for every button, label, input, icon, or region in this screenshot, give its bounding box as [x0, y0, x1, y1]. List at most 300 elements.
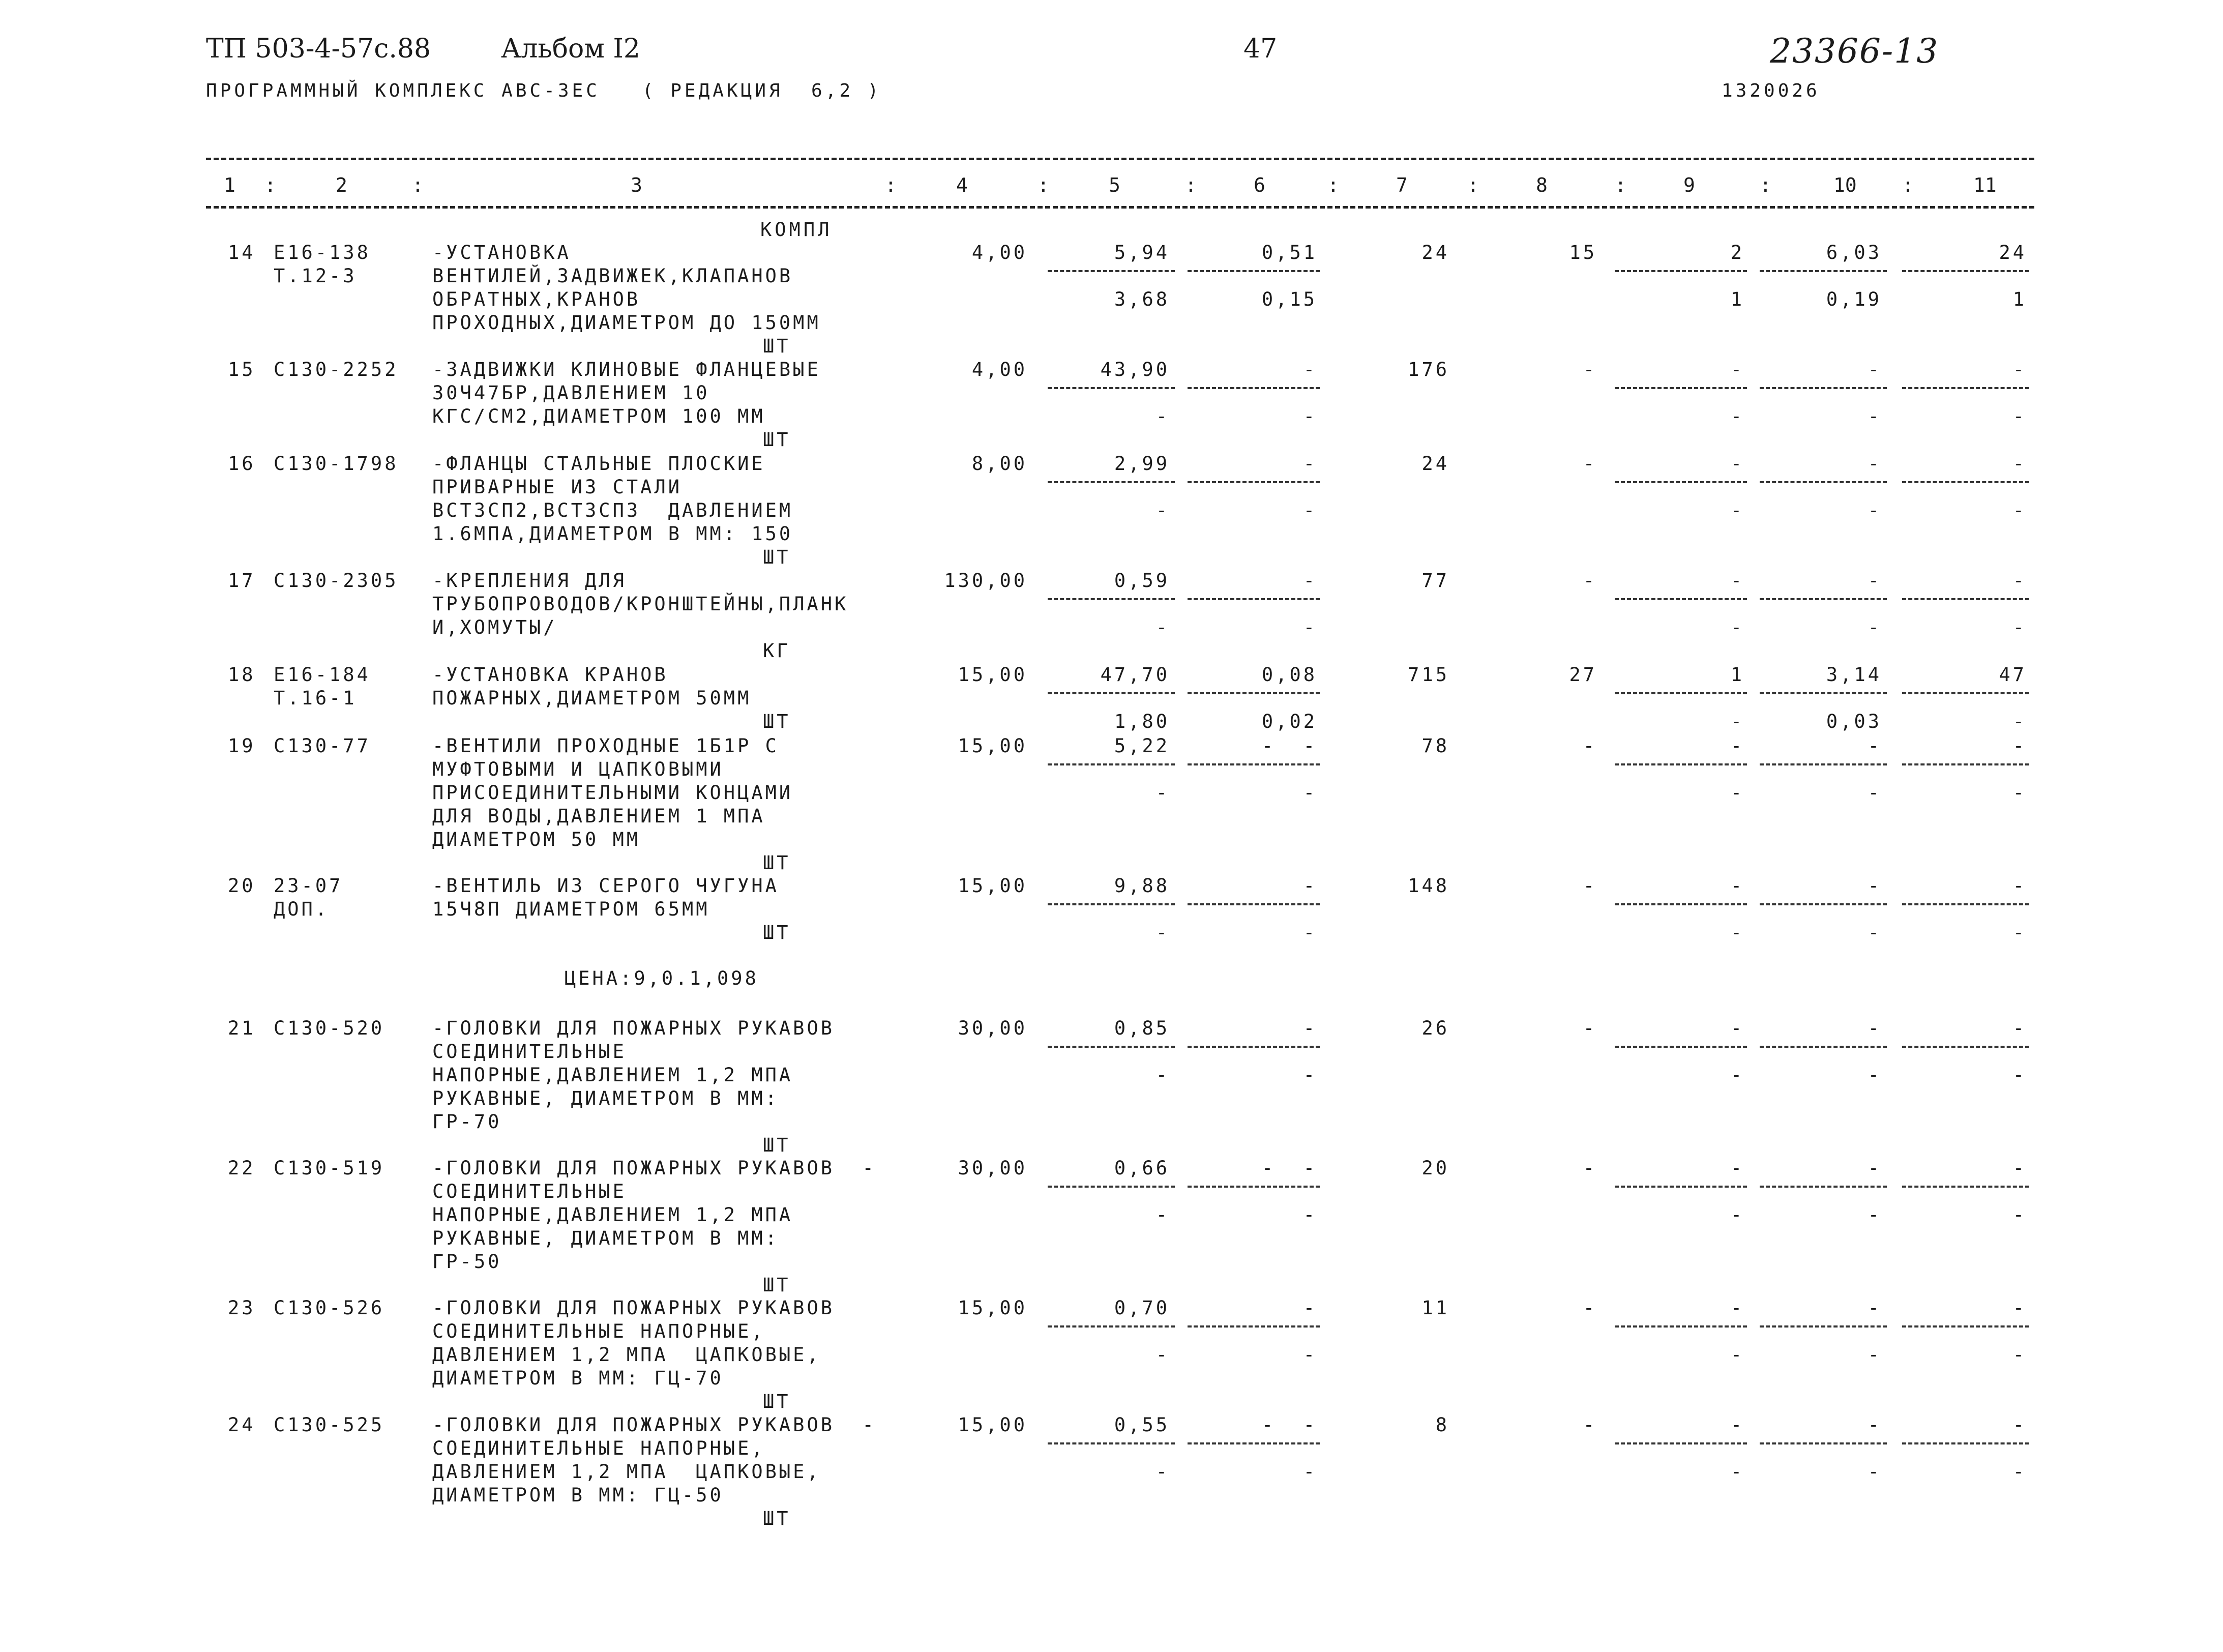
item-description: -ГОЛОВКИ ДЛЯ ПОЖАРНЫХ РУКАВОВ	[432, 1017, 835, 1039]
column-11-value: -	[2012, 1414, 2027, 1436]
column-separator: :	[1760, 174, 1771, 196]
total-wage: -	[1583, 570, 1597, 592]
total-wage: -	[1583, 1017, 1597, 1039]
column-9-secondary: -	[1730, 499, 1744, 521]
col9-divider	[1615, 903, 1747, 905]
column-11-value: 24	[1999, 242, 2027, 263]
wage-cost-secondary: -	[1303, 922, 1317, 943]
col9-divider	[1615, 763, 1747, 765]
item-description: ПРОХОДНЫХ,ДИАМЕТРОМ ДО 150ММ	[432, 312, 821, 334]
unit-cost: 5,94	[1114, 242, 1170, 263]
wage-cost: - -	[1261, 1157, 1317, 1179]
row-number: 15	[228, 359, 256, 380]
column-10-value: -	[1868, 1017, 1882, 1039]
column-9-secondary: -	[1730, 1461, 1744, 1483]
column-11-secondary: -	[2012, 1461, 2027, 1483]
col9-divider	[1615, 692, 1747, 694]
col11-divider	[1902, 763, 2029, 765]
item-description: ТРУБОПРОВОДОВ/КРОНШТЕЙНЫ,ПЛАНК	[432, 593, 849, 615]
column-header-5: 5	[1109, 174, 1120, 196]
column-10-value: 6,03	[1826, 242, 1882, 263]
row-number: 14	[228, 242, 256, 263]
item-description: ГР-70	[432, 1111, 502, 1133]
wage-cost-secondary: -	[1303, 1461, 1317, 1483]
column-9-secondary: -	[1730, 616, 1744, 638]
item-description: -ВЕНТИЛЬ ИЗ СЕРОГО ЧУГУНА	[432, 875, 779, 897]
unit-cost-secondary: -	[1155, 1344, 1170, 1366]
row-number: 16	[228, 453, 256, 475]
unit-cost-secondary: -	[1155, 405, 1170, 427]
column-11-value: -	[2012, 359, 2027, 380]
column-11-value: 47	[1999, 664, 2027, 686]
unit-cost-secondary: -	[1155, 922, 1170, 943]
cost-divider	[1048, 270, 1175, 272]
total-cost: 26	[1421, 1017, 1449, 1039]
wage-divider	[1188, 1046, 1320, 1048]
column-11-secondary: -	[2012, 499, 2027, 521]
column-11-value: -	[2012, 1017, 2027, 1039]
norm-code: С130-1798	[274, 453, 399, 475]
norm-code: С130-2252	[274, 359, 399, 380]
quantity: 15,00	[958, 1297, 1027, 1319]
item-description: ОБРАТНЫХ,КРАНОВ	[432, 288, 641, 310]
total-wage: 15	[1569, 242, 1597, 263]
header-top-rule	[206, 158, 2034, 160]
column-10-value: -	[1868, 453, 1882, 475]
unit-cost: 43,90	[1100, 359, 1170, 380]
col11-divider	[1902, 1325, 2029, 1328]
column-11-value: -	[2012, 875, 2027, 897]
unit-label: ШТ	[763, 922, 791, 943]
top-unit-label: КОМПЛ	[760, 219, 833, 241]
unit-label: ШТ	[763, 711, 791, 732]
unit-label: ШТ	[763, 335, 791, 357]
column-header-1: 1	[224, 174, 235, 196]
column-11-secondary: -	[2012, 1344, 2027, 1366]
norm-code: Е16-184	[274, 664, 371, 686]
wage-cost-secondary: -	[1303, 1204, 1317, 1226]
unit-cost: 9,88	[1114, 875, 1170, 897]
total-wage: -	[1583, 359, 1597, 380]
item-description: ВСТЗСП2,ВСТЗСП3 ДАВЛЕНИЕМ	[432, 499, 793, 521]
column-9-value: -	[1730, 735, 1744, 757]
cost-divider	[1048, 692, 1175, 694]
column-9-value: -	[1730, 1017, 1744, 1039]
norm-code: С130-520	[274, 1017, 385, 1039]
norm-code: 23-07	[274, 875, 343, 897]
col9-divider	[1615, 1046, 1747, 1048]
item-description: ДАВЛЕНИЕМ 1,2 МПА ЦАПКОВЫЕ,	[432, 1344, 821, 1366]
column-separator: :	[412, 174, 424, 196]
wage-cost: -	[1303, 1017, 1317, 1039]
wage-cost: -	[1303, 570, 1317, 592]
col11-divider	[1902, 903, 2029, 905]
column-9-secondary: -	[1730, 1064, 1744, 1086]
col11-divider	[1902, 1186, 2029, 1188]
item-description: ДИАМЕТРОМ В ММ: ГЦ-50	[432, 1484, 724, 1506]
column-10-secondary: -	[1868, 1344, 1882, 1366]
header-bottom-rule	[206, 206, 2034, 209]
unit-cost-secondary: -	[1155, 1064, 1170, 1086]
col11-divider	[1902, 387, 2029, 389]
wage-cost: -	[1303, 875, 1317, 897]
column-10-secondary: -	[1868, 1204, 1882, 1226]
item-description: ПРИСОЕДИНИТЕЛЬНЫМИ КОНЦАМИ	[432, 782, 793, 804]
col10-divider	[1760, 903, 1887, 905]
item-description: ПОЖАРНЫХ,ДИАМЕТРОМ 50ММ	[432, 687, 752, 709]
column-10-value: -	[1868, 359, 1882, 380]
quantity: 30,00	[958, 1157, 1027, 1179]
column-11-secondary: -	[2012, 616, 2027, 638]
cost-divider	[1048, 387, 1175, 389]
item-description: -ГОЛОВКИ ДЛЯ ПОЖАРНЫХ РУКАВОВ	[432, 1297, 835, 1319]
col11-divider	[1902, 481, 2029, 483]
item-description: ВЕНТИЛЕЙ,ЗАДВИЖЕК,КЛАПАНОВ	[432, 265, 793, 287]
unit-cost-secondary: -	[1155, 616, 1170, 638]
column-9-value: -	[1730, 359, 1744, 380]
item-description: СОЕДИНИТЕЛЬНЫЕ НАПОРНЫЕ,	[432, 1437, 765, 1459]
quantity: 15,00	[958, 1414, 1027, 1436]
total-wage: -	[1583, 453, 1597, 475]
item-description: И,ХОМУТЫ/	[432, 616, 557, 638]
col9-divider	[1615, 598, 1747, 600]
column-separator: :	[1467, 174, 1479, 196]
norm-code: Е16-138	[274, 242, 371, 263]
norm-code: С130-525	[274, 1414, 385, 1436]
total-wage: -	[1583, 1297, 1597, 1319]
total-cost: 24	[1421, 453, 1449, 475]
column-10-secondary: -	[1868, 1064, 1882, 1086]
wage-cost-secondary: -	[1303, 499, 1317, 521]
unit-cost-secondary: -	[1155, 1204, 1170, 1226]
column-11-value: -	[2012, 570, 2027, 592]
unit-cost: 0,66	[1114, 1157, 1170, 1179]
item-description: ДИАМЕТРОМ В ММ: ГЦ-70	[432, 1367, 724, 1389]
unit-cost: 2,99	[1114, 453, 1170, 475]
column-9-secondary: -	[1730, 782, 1744, 804]
wage-divider	[1188, 481, 1320, 483]
wage-divider	[1188, 903, 1320, 905]
column-9-secondary: -	[1730, 1204, 1744, 1226]
unit-label: ШТ	[763, 546, 791, 568]
col11-divider	[1902, 1442, 2029, 1444]
wage-divider	[1188, 1325, 1320, 1328]
wage-cost: -	[1303, 359, 1317, 380]
column-10-value: -	[1868, 1157, 1882, 1179]
item-description: -ГОЛОВКИ ДЛЯ ПОЖАРНЫХ РУКАВОВ -	[432, 1157, 876, 1179]
column-10-secondary: -	[1868, 499, 1882, 521]
item-description: -ВЕНТИЛИ ПРОХОДНЫЕ 1Б1Р С	[432, 735, 779, 757]
col11-divider	[1902, 692, 2029, 694]
norm-code: С130-2305	[274, 570, 399, 592]
item-description: -ГОЛОВКИ ДЛЯ ПОЖАРНЫХ РУКАВОВ -	[432, 1414, 876, 1436]
unit-cost-secondary: 3,68	[1114, 288, 1170, 310]
column-separator: :	[1327, 174, 1339, 196]
wage-cost: 0,08	[1261, 664, 1317, 686]
column-separator: :	[1038, 174, 1049, 196]
column-11-secondary: -	[2012, 1204, 2027, 1226]
wage-divider	[1188, 387, 1320, 389]
item-description: СОЕДИНИТЕЛЬНЫЕ	[432, 1181, 627, 1202]
wage-cost: 0,51	[1261, 242, 1317, 263]
wage-cost-secondary: -	[1303, 616, 1317, 638]
column-header-11: 11	[1973, 174, 1997, 196]
col9-divider	[1615, 481, 1747, 483]
column-header-3: 3	[631, 174, 642, 196]
total-cost: 148	[1408, 875, 1449, 897]
col9-divider	[1615, 387, 1747, 389]
column-10-value: -	[1868, 1297, 1882, 1319]
column-11-secondary: -	[2012, 922, 2027, 943]
col10-divider	[1760, 763, 1887, 765]
wage-divider	[1188, 270, 1320, 272]
total-wage: -	[1583, 1157, 1597, 1179]
total-cost: 24	[1421, 242, 1449, 263]
column-9-secondary: -	[1730, 405, 1744, 427]
unit-cost: 0,70	[1114, 1297, 1170, 1319]
page-number: 47	[1243, 34, 1278, 64]
item-description: СОЕДИНИТЕЛЬНЫЕ НАПОРНЫЕ,	[432, 1320, 765, 1342]
quantity: 15,00	[958, 664, 1027, 686]
norm-code: ДОП.	[274, 898, 330, 920]
project-number: ТП 503-4-57с.88	[206, 34, 431, 64]
total-wage: -	[1583, 735, 1597, 757]
col10-divider	[1760, 270, 1887, 272]
item-description: 30Ч47БР,ДАВЛЕНИЕМ 10	[432, 382, 710, 404]
item-description: НАПОРНЫЕ,ДАВЛЕНИЕМ 1,2 МПА	[432, 1064, 793, 1086]
column-11-secondary: -	[2012, 782, 2027, 804]
item-description: -УСТАНОВКА	[432, 242, 571, 263]
column-11-value: -	[2012, 1157, 2027, 1179]
quantity: 8,00	[971, 453, 1027, 475]
column-9-value: 1	[1730, 664, 1744, 686]
quantity: 4,00	[971, 242, 1027, 263]
item-description: 1.6МПА,ДИАМЕТРОМ В ММ: 150	[432, 523, 793, 545]
item-description: РУКАВНЫЕ, ДИАМЕТРОМ В ММ:	[432, 1227, 779, 1249]
unit-label: ШТ	[763, 1274, 791, 1296]
column-11-value: -	[2012, 735, 2027, 757]
unit-cost-secondary: -	[1155, 782, 1170, 804]
norm-code: С130-526	[274, 1297, 385, 1319]
unit-cost: 47,70	[1100, 664, 1170, 686]
item-description: СОЕДИНИТЕЛЬНЫЕ	[432, 1041, 627, 1063]
unit-cost: 5,22	[1114, 735, 1170, 757]
cost-divider	[1048, 903, 1175, 905]
column-10-value: -	[1868, 1414, 1882, 1436]
row-number: 17	[228, 570, 256, 592]
norm-code: С130-77	[274, 735, 371, 757]
wage-cost-secondary: -	[1303, 1344, 1317, 1366]
col9-divider	[1615, 1442, 1747, 1444]
quantity: 4,00	[971, 359, 1027, 380]
item-description: 15Ч8П ДИАМЕТРОМ 65ММ	[432, 898, 710, 920]
col10-divider	[1760, 481, 1887, 483]
total-cost: 78	[1421, 735, 1449, 757]
quantity: 15,00	[958, 875, 1027, 897]
col9-divider	[1615, 1325, 1747, 1328]
unit-cost-secondary: -	[1155, 499, 1170, 521]
column-header-7: 7	[1396, 174, 1408, 196]
wage-cost-secondary: 0,15	[1261, 288, 1317, 310]
row-number: 21	[228, 1017, 256, 1039]
wage-divider	[1188, 1186, 1320, 1188]
unit-label: ШТ	[763, 1391, 791, 1412]
wage-divider	[1188, 763, 1320, 765]
column-10-value: -	[1868, 875, 1882, 897]
total-cost: 77	[1421, 570, 1449, 592]
column-9-value: -	[1730, 875, 1744, 897]
wage-divider	[1188, 598, 1320, 600]
column-header-4: 4	[956, 174, 968, 196]
quantity: 30,00	[958, 1017, 1027, 1039]
row-number: 24	[228, 1414, 256, 1436]
item-description: ГР-50	[432, 1251, 502, 1273]
wage-cost: -	[1303, 453, 1317, 475]
total-cost: 715	[1408, 664, 1449, 686]
col11-divider	[1902, 1046, 2029, 1048]
item-description: -ЗАДВИЖКИ КЛИНОВЫЕ ФЛАНЦЕВЫЕ	[432, 359, 821, 380]
column-10-value: -	[1868, 735, 1882, 757]
column-9-secondary: 1	[1730, 288, 1744, 310]
total-cost: 176	[1408, 359, 1449, 380]
column-9-secondary: -	[1730, 711, 1744, 732]
cost-divider	[1048, 1325, 1175, 1328]
column-9-secondary: -	[1730, 1344, 1744, 1366]
column-separator: :	[1185, 174, 1197, 196]
cost-divider	[1048, 1442, 1175, 1444]
column-separator: :	[1615, 174, 1626, 196]
norm-code: Т.16-1	[274, 687, 357, 709]
handwritten-reference: 23366-13	[1770, 32, 1939, 71]
column-header-2: 2	[336, 174, 347, 196]
wage-divider	[1188, 1442, 1320, 1444]
col10-divider	[1760, 1442, 1887, 1444]
col10-divider	[1760, 1186, 1887, 1188]
wage-cost-secondary: -	[1303, 405, 1317, 427]
cost-divider	[1048, 481, 1175, 483]
column-10-value: 3,14	[1826, 664, 1882, 686]
unit-cost: 0,85	[1114, 1017, 1170, 1039]
total-cost: 8	[1435, 1414, 1449, 1436]
item-description: -КРЕПЛЕНИЯ ДЛЯ	[432, 570, 627, 592]
column-10-secondary: 0,19	[1826, 288, 1882, 310]
cost-divider	[1048, 1046, 1175, 1048]
column-10-secondary: -	[1868, 922, 1882, 943]
total-cost: 20	[1421, 1157, 1449, 1179]
wage-cost-secondary: 0,02	[1261, 711, 1317, 732]
item-description: ДАВЛЕНИЕМ 1,2 МПА ЦАПКОВЫЕ,	[432, 1461, 821, 1483]
column-9-value: -	[1730, 453, 1744, 475]
column-separator: :	[264, 174, 276, 196]
unit-label: КГ	[763, 640, 791, 662]
row-number: 20	[228, 875, 256, 897]
column-header-8: 8	[1536, 174, 1548, 196]
total-cost: 11	[1421, 1297, 1449, 1319]
column-10-secondary: -	[1868, 782, 1882, 804]
wage-cost: -	[1303, 1297, 1317, 1319]
column-header-6: 6	[1254, 174, 1265, 196]
column-9-value: 2	[1730, 242, 1744, 263]
col9-divider	[1615, 1186, 1747, 1188]
unit-cost-secondary: 1,80	[1114, 711, 1170, 732]
column-11-secondary: -	[2012, 405, 2027, 427]
total-wage: -	[1583, 875, 1597, 897]
wage-cost: - -	[1261, 1414, 1317, 1436]
cost-divider	[1048, 598, 1175, 600]
item-description: НАПОРНЫЕ,ДАВЛЕНИЕМ 1,2 МПА	[432, 1204, 793, 1226]
column-9-value: -	[1730, 570, 1744, 592]
row-number: 18	[228, 664, 256, 686]
price-note: ЦЕНА:9,0.1,098	[565, 967, 759, 989]
column-11-secondary: -	[2012, 711, 2027, 732]
quantity: 15,00	[958, 735, 1027, 757]
column-11-secondary: 1	[2012, 288, 2027, 310]
item-description: ДИАМЕТРОМ 50 ММ	[432, 829, 641, 850]
cost-divider	[1048, 1186, 1175, 1188]
column-header-9: 9	[1683, 174, 1695, 196]
column-header-10: 10	[1833, 174, 1857, 196]
unit-label: ШТ	[763, 1508, 791, 1529]
column-10-secondary: 0,03	[1826, 711, 1882, 732]
wage-divider	[1188, 692, 1320, 694]
column-10-secondary: -	[1868, 616, 1882, 638]
item-description: -ФЛАНЦЫ СТАЛЬНЫЕ ПЛОСКИЕ	[432, 453, 765, 475]
item-description: МУФТОВЫМИ И ЦАПКОВЫМИ	[432, 758, 724, 780]
document-code: 1320026	[1722, 80, 1820, 101]
album-label: Альбом I2	[501, 34, 640, 64]
total-wage: 27	[1569, 664, 1597, 686]
row-number: 23	[228, 1297, 256, 1319]
program-title: ПРОГРАММНЫЙ КОМПЛЕКС АВС-ЗЕС ( РЕДАКЦИЯ 6,2 )	[206, 80, 882, 101]
column-9-value: -	[1730, 1414, 1744, 1436]
column-10-secondary: -	[1868, 405, 1882, 427]
item-description: -УСТАНОВКА КРАНОВ	[432, 664, 668, 686]
quantity: 130,00	[944, 570, 1027, 592]
column-9-value: -	[1730, 1297, 1744, 1319]
row-number: 19	[228, 735, 256, 757]
unit-cost-secondary: -	[1155, 1461, 1170, 1483]
col10-divider	[1760, 598, 1887, 600]
item-description: РУКАВНЫЕ, ДИАМЕТРОМ В ММ:	[432, 1087, 779, 1109]
column-separator: :	[1902, 174, 1914, 196]
column-11-value: -	[2012, 1297, 2027, 1319]
norm-code: Т.12-3	[274, 265, 357, 287]
wage-cost: - -	[1261, 735, 1317, 757]
column-9-value: -	[1730, 1157, 1744, 1179]
cost-divider	[1048, 763, 1175, 765]
col10-divider	[1760, 1325, 1887, 1328]
item-description: ПРИВАРНЫЕ ИЗ СТАЛИ	[432, 476, 682, 498]
norm-code: С130-519	[274, 1157, 385, 1179]
column-11-secondary: -	[2012, 1064, 2027, 1086]
row-number: 22	[228, 1157, 256, 1179]
column-9-secondary: -	[1730, 922, 1744, 943]
total-wage: -	[1583, 1414, 1597, 1436]
col11-divider	[1902, 270, 2029, 272]
wage-cost-secondary: -	[1303, 782, 1317, 804]
unit-cost: 0,59	[1114, 570, 1170, 592]
col11-divider	[1902, 598, 2029, 600]
item-description: ДЛЯ ВОДЫ,ДАВЛЕНИЕМ 1 МПА	[432, 805, 765, 827]
col10-divider	[1760, 387, 1887, 389]
col10-divider	[1760, 692, 1887, 694]
unit-label: ШТ	[763, 1134, 791, 1156]
col10-divider	[1760, 1046, 1887, 1048]
item-description: КГС/СМ2,ДИАМЕТРОМ 100 ММ	[432, 405, 765, 427]
col9-divider	[1615, 270, 1747, 272]
unit-label: ШТ	[763, 852, 791, 874]
unit-label: ШТ	[763, 429, 791, 451]
